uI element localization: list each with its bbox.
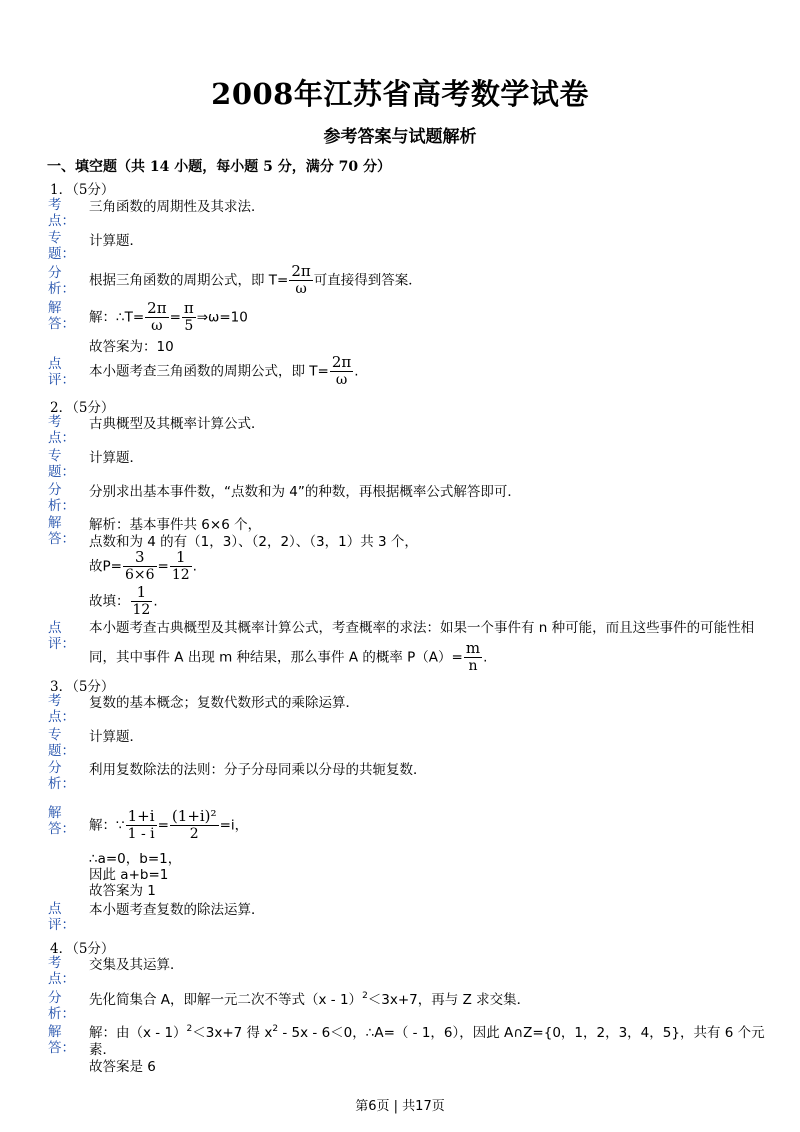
q3-kaodian: 复数的基本概念；复数代数形式的乘除运算． — [89, 695, 359, 711]
q2-fenxi: 分别求出基本事件数，“点数和为 4”的种数，再根据概率公式解答即可． — [89, 484, 521, 500]
q4-answer: 故答案是 6 — [89, 1059, 156, 1075]
section-heading: 一、填空题（共 14 小题，每小题 5 分，满分 70 分） — [47, 159, 391, 175]
q3-dianping: 本小题考查复数的除法运算． — [89, 902, 265, 918]
q2-heading: 2．（5分） — [50, 400, 115, 416]
q2-jieda-line3: 故P= $\frac{3}{6\times 6}$ = $\frac{1}{12}$ . — [89, 548, 197, 583]
page-title: 2008年江苏省高考数学试卷 — [211, 77, 589, 111]
q2-jieda-label: 解答： — [48, 515, 75, 547]
q3-kaodian-label: 考点： — [48, 693, 75, 725]
q1-kaodian: 三角函数的周期性及其求法． — [89, 199, 265, 215]
q3-fenxi-label: 分析： — [48, 760, 75, 792]
q2-jieda-line1: 解析：基本事件共 6×6 个， — [89, 517, 262, 533]
q1-answer: 故答案为：10 — [89, 339, 174, 355]
q4-jieda-line2: 素． — [89, 1042, 116, 1058]
q1-jieda: 解：∴T= $\frac{2\pi}{\omega}$ = $\frac{\pi}{5}$ ⇒ω=10 — [89, 299, 248, 334]
q4-jieda-line1: 解：由（x - 1）$^2$＜3x+7 得 $x^2 - 5x - 6<0$，∴A=（ - 1，6），因此 A∩Z={0，1，2，3，4，5}，共有 6 个元 — [89, 1024, 765, 1041]
q3-jieda: 解：∵ $\frac{1+i}{1 - i}$ = $\frac{\text{(1+i)²}}{2}$ =i， — [89, 807, 249, 842]
q1-kaodian-label: 考点： — [48, 197, 75, 229]
q2-kaodian: 古典概型及其概率计算公式． — [89, 416, 265, 432]
q2-zhuanti: 计算题． — [89, 450, 143, 466]
q2-dianping-label: 点评： — [48, 620, 75, 652]
q4-jieda-label: 解答： — [48, 1024, 75, 1056]
q4-fenxi-label: 分析： — [48, 990, 75, 1022]
q3-zhuanti: 计算题． — [89, 729, 143, 745]
q3-fenxi: 利用复数除法的法则：分子分母同乘以分母的共轭复数． — [89, 762, 427, 778]
q3-line3: 故答案为 1 — [89, 883, 156, 899]
q2-dianping: 本小题考查古典概型及其概率计算公式，考查概率的求法：如果一个事件有 n 种可能，而且这些事件的可能性相同，其中事件 A 出现 m 种结果，那么事件 A 的概率 P（A）= $\frac{m}{n}$ . — [89, 620, 755, 674]
q2-kaodian-label: 考点： — [48, 414, 75, 446]
q2-fenxi-label: 分析： — [48, 482, 75, 514]
q4-fenxi: 先化简集合 A，即解一元二次不等式（x - 1）$^2$＜3x+7，再与 Z 求交集． — [89, 991, 531, 1008]
q1-jieda-label: 解答： — [48, 300, 75, 332]
page-subtitle: 参考答案与试题解析 — [323, 127, 477, 147]
q1-heading: 1．（5分） — [50, 182, 115, 198]
q1-dianping: 本小题考查三角函数的周期公式，即 T= $\frac{2\pi}{\omega}$ . — [89, 353, 359, 388]
q1-zhuanti-label: 专题： — [48, 230, 75, 262]
q1-zhuanti: 计算题． — [89, 233, 143, 249]
q3-heading: 3．（5分） — [50, 679, 115, 695]
q3-jieda-label: 解答： — [48, 805, 75, 837]
q2-zhuanti-label: 专题： — [48, 448, 75, 480]
page-footer: 第6页 | 共17页 — [355, 1099, 445, 1114]
q3-dianping-label: 点评： — [48, 901, 75, 933]
q2-jieda-line2: 点数和为 4 的有（1，3）、（2，2）、（3，1）共 3 个， — [89, 534, 418, 550]
q1-dianping-label: 点评： — [48, 356, 75, 388]
q3-line1: ∴a=0，b=1， — [89, 851, 182, 867]
q2-answer: 故填： $\frac{1}{12}$ . — [89, 583, 158, 618]
q1-fenxi: 根据三角函数的周期公式，即 T= $\frac{2\pi}{\omega}$ 可直接得到答案． — [89, 262, 422, 297]
q4-kaodian: 交集及其运算． — [89, 957, 184, 973]
q1-fenxi-label: 分析： — [48, 265, 75, 297]
q4-kaodian-label: 考点： — [48, 955, 75, 987]
q4-heading: 4．（5分） — [50, 941, 115, 957]
q3-line2: 因此 a+b=1 — [89, 867, 169, 883]
q1-fenxi-fraction: $\frac{2\pi}{\omega}$ — [291, 262, 311, 297]
q3-zhuanti-label: 专题： — [48, 727, 75, 759]
